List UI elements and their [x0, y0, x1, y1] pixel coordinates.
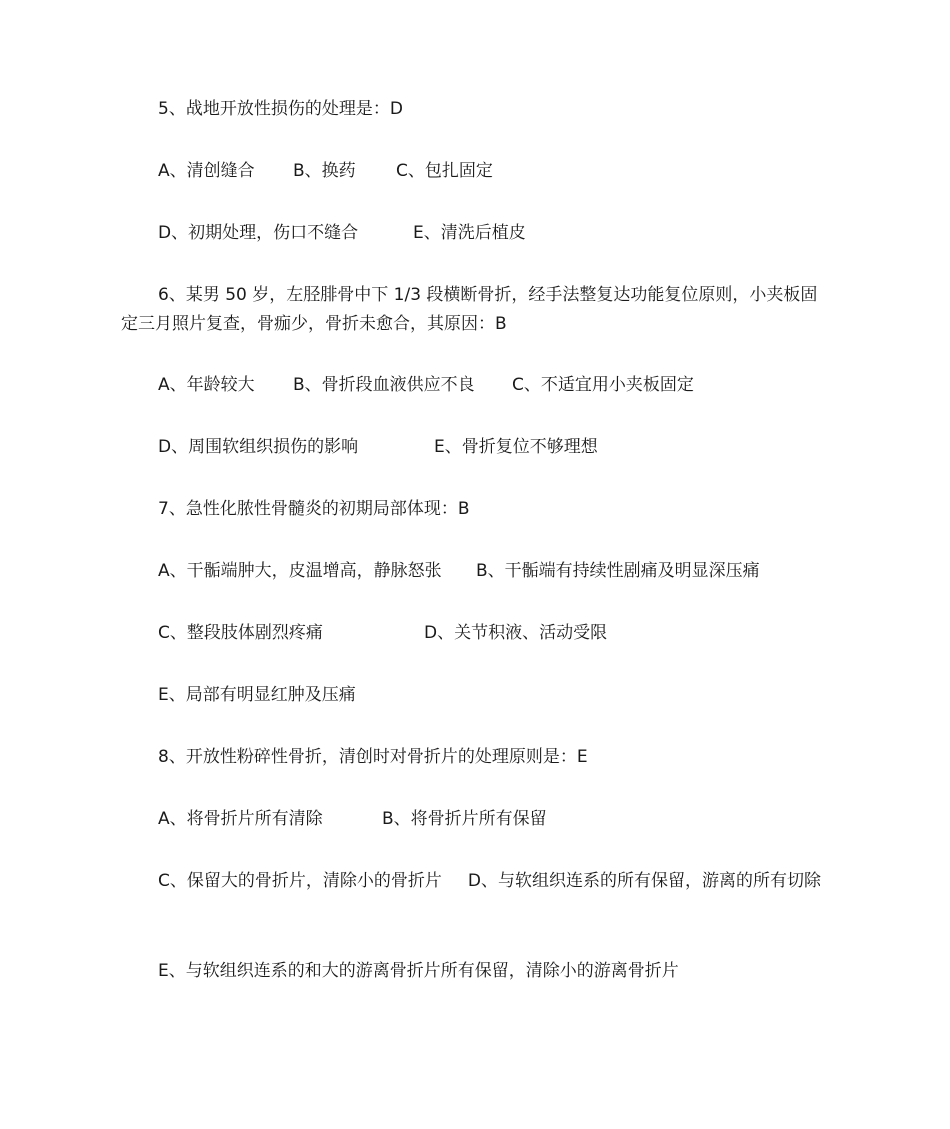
- option-c: C、保留大的骨折片，清除小的骨折片: [158, 871, 442, 891]
- option-a: A、清创缝合: [158, 161, 255, 181]
- option-c: C、不适宜用小夹板固定: [512, 375, 694, 395]
- option-d: D、关节积液、活动受限: [424, 623, 608, 643]
- option-b: B、骨折段血液供应不良: [293, 375, 475, 395]
- option-b: B、干骺端有持续性剧痛及明显深压痛: [476, 561, 760, 581]
- option-a: A、干骺端肿大，皮温增高，静脉怒张: [158, 561, 442, 581]
- question-7-options-row-2: [121, 619, 870, 648]
- option-e: E、骨折复位不够理想: [434, 437, 598, 457]
- question-6-options-row-2: [121, 433, 870, 462]
- option-c: C、包扎固定: [396, 161, 493, 181]
- option-a: A、将骨折片所有清除: [158, 809, 323, 829]
- option-d: D、与软组织连系的所有保留，游离的所有切除: [467, 871, 821, 891]
- question-8-options-row-2: [121, 867, 833, 896]
- option-d: D、初期处理，伤口不缝合: [158, 223, 359, 243]
- option-b: B、将骨折片所有保留: [382, 809, 547, 829]
- option-d: D、周围软组织损伤的影响: [158, 437, 359, 457]
- option-b: B、换药: [293, 161, 356, 181]
- question-6-stem: 6、某男 50 岁，左胫腓骨中下 1/3 段横断骨折，经手法整复达功能复位原则，小夹板固定三月照片复查，骨痂少，骨折未愈合，其原因：B: [121, 285, 818, 334]
- option-e: E、清洗后植皮: [413, 223, 526, 243]
- question-7-options-row-3: [121, 681, 870, 710]
- question-8-stem: 8、开放性粉碎性骨折，清创时对骨折片的处理原则是：E: [158, 747, 588, 767]
- question-5-options-row-1: [121, 157, 870, 186]
- option-a: A、年龄较大: [158, 375, 255, 395]
- question-6-options-row-1: [121, 371, 870, 400]
- question-8-options-row-3: [121, 957, 870, 986]
- option-e: E、与软组织连系的和大的游离骨折片所有保留，清除小的游离骨折片: [158, 961, 679, 981]
- question-7-stem: 7、急性化脓性骨髓炎的初期局部体现：B: [158, 499, 470, 519]
- question-7-options-row-1: [121, 557, 870, 586]
- option-e: E、局部有明显红肿及压痛: [158, 685, 356, 705]
- question-8-options-row-1: [121, 805, 870, 834]
- option-c: C、整段肢体剧烈疼痛: [158, 623, 323, 643]
- question-5-options-row-2: [121, 219, 870, 248]
- question-5-stem: 5、战地开放性损伤的处理是：D: [158, 99, 403, 119]
